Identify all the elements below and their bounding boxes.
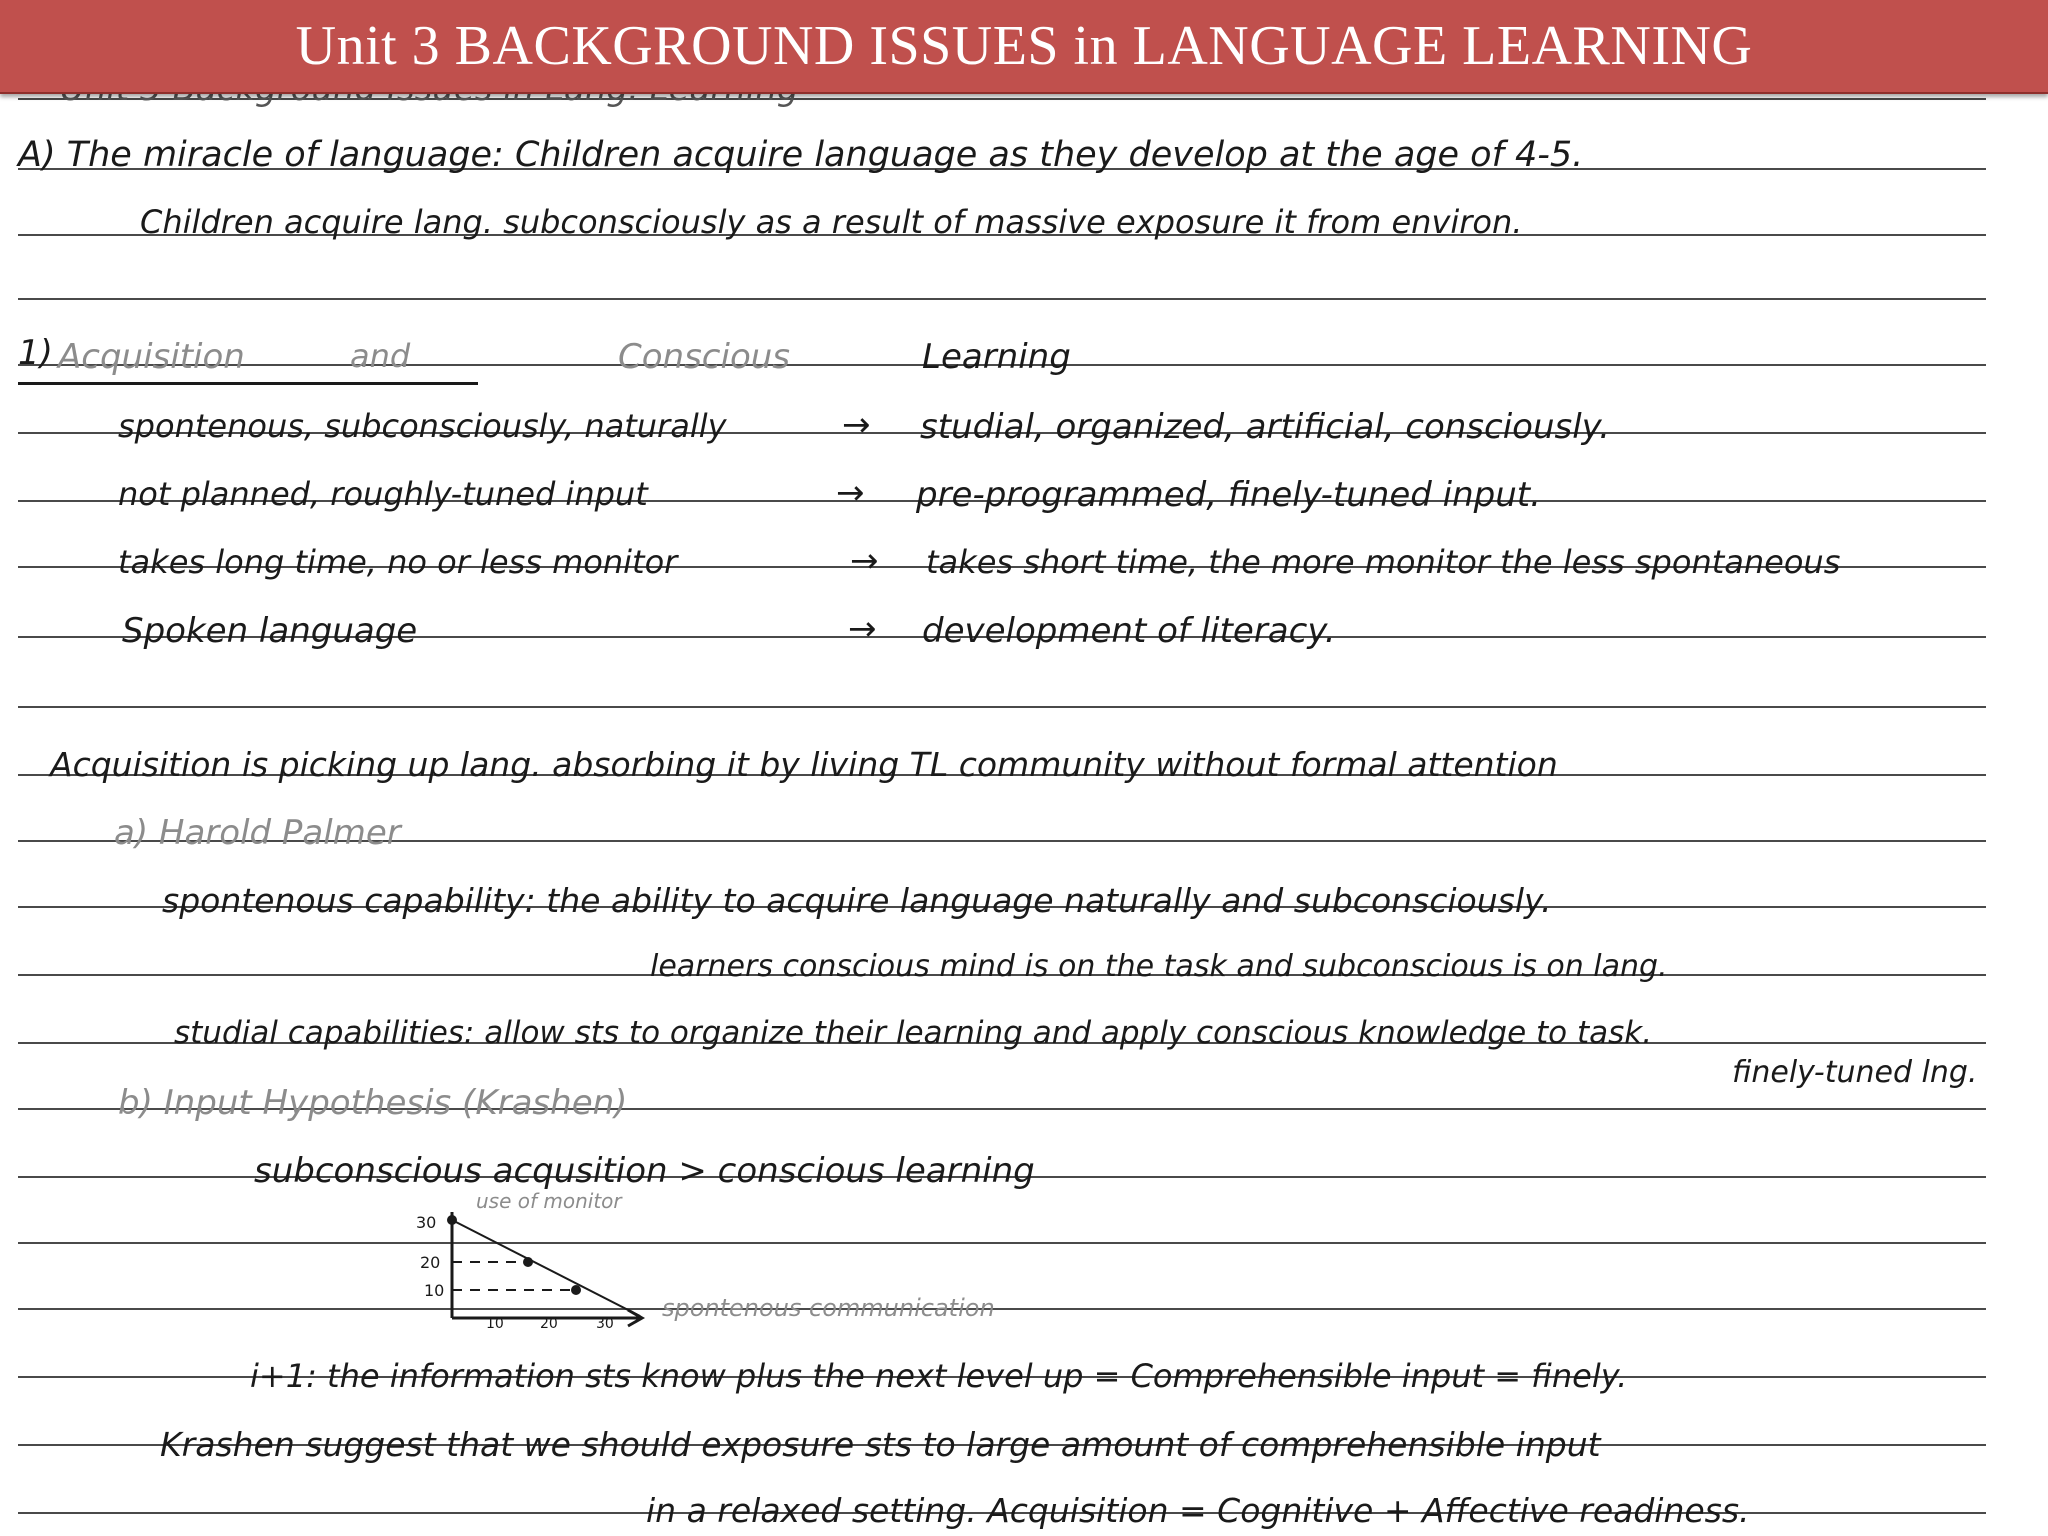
row-4-left: Spoken language bbox=[122, 611, 418, 651]
row-2-left: not planned, roughly-tuned input bbox=[118, 475, 648, 513]
row-1-arrow: → bbox=[842, 405, 871, 445]
row-1-left: spontenous, subconsciously, naturally bbox=[118, 407, 727, 445]
palmer-line-3: studial capabilities: allow sts to organize their learning and apply conscious knowledge to task. bbox=[174, 1015, 1653, 1051]
row-3-right: takes short time, the more monitor the less spontaneous bbox=[926, 543, 1841, 581]
subheading-b: b) Input Hypothesis (Krashen) bbox=[118, 1083, 628, 1123]
palmer-line-1: spontenous capability: the ability to acquire language naturally and subconsciously. bbox=[162, 881, 1552, 920]
palmer-line-4: finely-tuned lng. bbox=[1732, 1055, 1978, 1090]
krashen-line-2: Krashen suggest that we should exposure sts to large amount of comprehensible input bbox=[160, 1425, 1601, 1464]
heading-1-number: 1) bbox=[18, 333, 53, 373]
acquisition-definition: Acquisition is picking up lang. absorbing it by living TL community without formal attention bbox=[50, 745, 1558, 784]
graph-point-3 bbox=[571, 1285, 581, 1295]
graph-x-tick-30: 30 bbox=[596, 1316, 614, 1330]
slide-title-bar bbox=[0, 0, 2048, 94]
heading-1-conscious: Conscious bbox=[618, 337, 791, 377]
row-4-arrow: → bbox=[848, 609, 877, 649]
heading-1-underline bbox=[18, 382, 478, 385]
heading-1-acquisition: Acquisition bbox=[58, 337, 245, 377]
heading-1-and: and bbox=[350, 337, 411, 375]
graph-y-tick-20: 20 bbox=[420, 1253, 441, 1272]
row-3-arrow: → bbox=[850, 541, 879, 581]
ruled-line bbox=[18, 706, 1986, 708]
graph-x-tick-10: 10 bbox=[486, 1316, 504, 1330]
row-4-right: development of literacy. bbox=[922, 611, 1336, 651]
graph-x-label: spontenous communication bbox=[662, 1294, 995, 1322]
ruled-line bbox=[18, 298, 1986, 300]
graph-y-tick-10: 10 bbox=[424, 1281, 445, 1300]
section-a-title: A) The miracle of language: Children acquire language as they develop at the age of 4-5. bbox=[18, 135, 1584, 175]
graph-point-1 bbox=[447, 1215, 457, 1225]
krashen-line-3: in a relaxed setting. Acquisition = Cognitive + Affective readiness. bbox=[646, 1491, 1750, 1530]
palmer-line-2: learners conscious mind is on the task and subconscious is on lang. bbox=[650, 949, 1668, 984]
i-plus-1-line: i+1: the information sts know plus the next level up = Comprehensible input = finely. bbox=[250, 1357, 1628, 1395]
row-2-arrow: → bbox=[836, 473, 865, 513]
heading-1-learning: Learning bbox=[922, 337, 1071, 377]
monitor-graph bbox=[400, 1190, 1160, 1330]
row-1-right: studial, organized, artificial, consciously. bbox=[920, 407, 1610, 447]
row-3-left: takes long time, no or less monitor bbox=[118, 543, 678, 581]
krashen-line-1: subconscious acqusition > conscious learning bbox=[254, 1151, 1035, 1191]
graph-point-2 bbox=[523, 1257, 533, 1267]
slide-title: Unit 3 BACKGROUND ISSUES in LANGUAGE LEARNING bbox=[295, 15, 1753, 77]
graph-x-tick-20: 20 bbox=[540, 1316, 558, 1330]
row-2-right: pre-programmed, finely-tuned input. bbox=[916, 475, 1541, 515]
subheading-a: a) Harold Palmer bbox=[114, 813, 401, 853]
graph-y-label: use of monitor bbox=[476, 1190, 622, 1213]
section-a-line2: Children acquire lang. subconsciously as a result of massive exposure it from environ. bbox=[140, 203, 1523, 241]
graph-trend-line bbox=[452, 1220, 640, 1316]
graph-y-tick-30: 30 bbox=[416, 1213, 437, 1232]
